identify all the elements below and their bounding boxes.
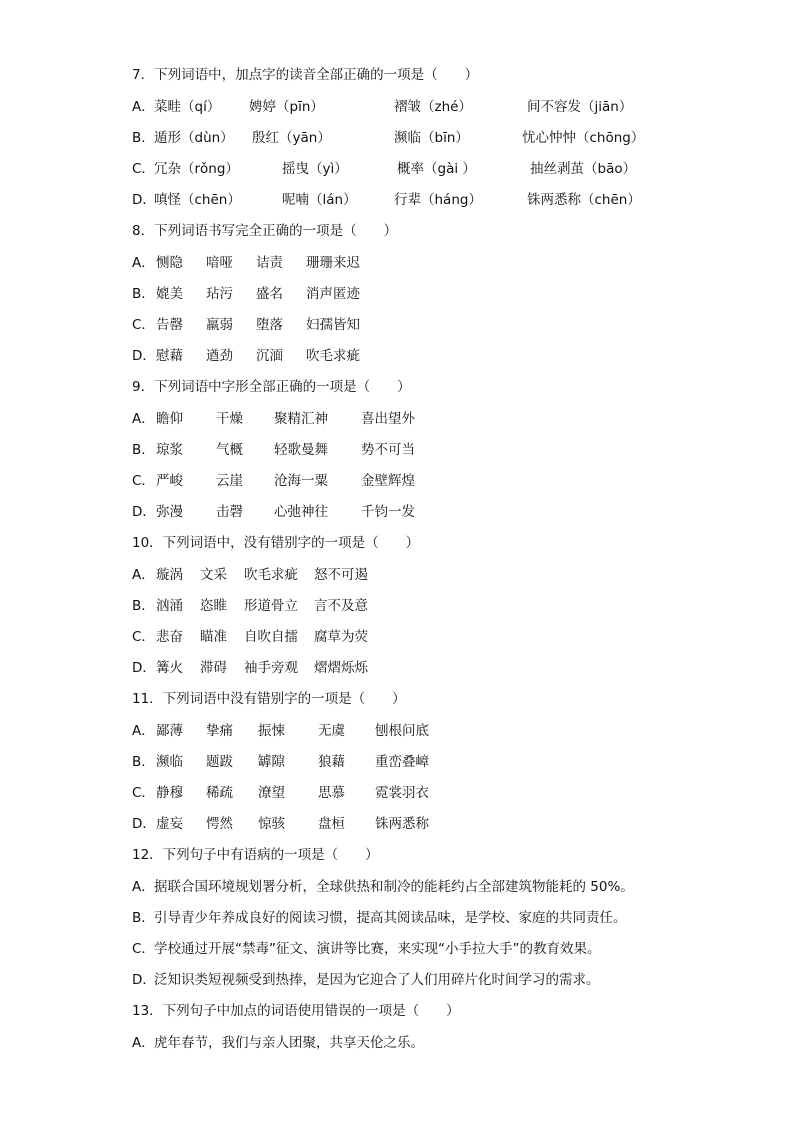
option-letter: A． xyxy=(132,99,155,115)
option-word: 惊骇 xyxy=(258,816,285,832)
option-word: 霓裳羽衣 xyxy=(375,785,429,801)
option-word: 金壁辉煌 xyxy=(361,473,415,489)
option-word: 沧海一粟 xyxy=(274,473,328,489)
option-letter: D． xyxy=(132,192,156,208)
option-letter: C． xyxy=(132,473,155,489)
option-word: 菜畦（qí） xyxy=(154,99,221,115)
option-word: 珊珊来迟 xyxy=(306,255,360,271)
option-word: 忧心忡忡（chōng） xyxy=(522,130,645,146)
option-word: 呢喃（lán） xyxy=(282,192,357,208)
question-7-stem: 7．下列词语中，加点字的读音全部正确的一项是（ ） xyxy=(132,67,479,83)
option-word: 言不及意 xyxy=(314,598,368,614)
option-letter: A． xyxy=(132,411,155,427)
option-word: 刨根问底 xyxy=(375,723,429,739)
option-word: 嗔怪（chēn） xyxy=(154,192,241,208)
option-word: 间不容发（jiān） xyxy=(527,99,633,115)
question-9-stem: 9．下列词语中字形全部正确的一项是（ ） xyxy=(132,379,411,395)
option-word: 恣睢 xyxy=(200,598,227,614)
option-letter: C． xyxy=(132,785,155,801)
option-word: 虚妄 xyxy=(156,816,183,832)
option-word: 振悚 xyxy=(258,723,285,739)
option-word: 消声匿迹 xyxy=(306,286,360,302)
option-letter: D． xyxy=(132,816,156,832)
option-word: 腐草为荧 xyxy=(314,629,368,645)
option-word: 心弛神往 xyxy=(274,504,328,520)
option-word: 沉湎 xyxy=(256,348,283,364)
option-word: 气概 xyxy=(216,442,243,458)
option-word: 慰藉 xyxy=(156,348,183,364)
option-word: 怒不可遏 xyxy=(314,567,368,583)
option-word: 濒临（bīn） xyxy=(394,130,469,146)
option-word: 势不可当 xyxy=(361,442,415,458)
option-word: 悲奋 xyxy=(156,629,183,645)
option-word: 告罄 xyxy=(156,317,183,333)
option-letter: D． xyxy=(132,660,156,676)
option-word: 滞碍 xyxy=(200,660,227,676)
option-letter: B． xyxy=(132,598,155,614)
option-word: 云崖 xyxy=(216,473,243,489)
option-word: 喑哑 xyxy=(206,255,233,271)
option-word: 击磬 xyxy=(216,504,243,520)
option-word: 娉婷（pīn） xyxy=(249,99,324,115)
option-letter: C． xyxy=(132,629,155,645)
option-letter: B． xyxy=(132,130,155,146)
option-sentence: 泛知识类短视频受到热捧，是因为它迎合了人们用碎片化时间学习的需求。 xyxy=(154,972,600,988)
option-letter: A． xyxy=(132,879,155,895)
option-word: 玷污 xyxy=(206,286,233,302)
option-word: 妇孺皆知 xyxy=(306,317,360,333)
option-word: 瞄准 xyxy=(200,629,227,645)
option-sentence: 引导青少年养成良好的阅读习惯，提高其阅读品味，是学校、家庭的共同责任。 xyxy=(154,910,627,926)
option-word: 盛名 xyxy=(256,286,283,302)
option-word: 遒劲 xyxy=(206,348,233,364)
option-word: 殷红（yān） xyxy=(252,130,331,146)
option-word: 琼浆 xyxy=(156,442,183,458)
option-word: 潦望 xyxy=(258,785,285,801)
option-sentence: 据联合国环境规划署分析，全球供热和制冷的能耗约占全部建筑物能耗的 50%。 xyxy=(154,879,634,895)
option-word: 濒临 xyxy=(156,754,183,770)
option-letter: A． xyxy=(132,1035,155,1051)
option-word: 题跋 xyxy=(206,754,233,770)
option-word: 干燥 xyxy=(216,411,243,427)
option-word: 行辈（háng） xyxy=(394,192,482,208)
question-11-stem: 11．下列词语中没有错别字的一项是（ ） xyxy=(132,691,406,707)
option-sentence: 虎年春节，我们与亲人团聚，共享天伦之乐。 xyxy=(154,1035,424,1051)
option-sentence: 学校通过开展“禁毒”征文、演讲等比赛，来实现“小手拉大手”的教育效果。 xyxy=(154,941,601,957)
option-word: 篝火 xyxy=(156,660,183,676)
option-word: 文采 xyxy=(200,567,227,583)
option-letter: C． xyxy=(132,317,155,333)
option-letter: D． xyxy=(132,972,156,988)
option-letter: A． xyxy=(132,255,155,271)
option-word: 堕落 xyxy=(256,317,283,333)
option-letter: A． xyxy=(132,567,155,583)
option-word: 吹毛求疵 xyxy=(306,348,360,364)
option-letter: C． xyxy=(132,941,155,957)
option-letter: B． xyxy=(132,754,155,770)
option-letter: B． xyxy=(132,286,155,302)
option-letter: B． xyxy=(132,910,155,926)
question-12-stem: 12．下列句子中有语病的一项是（ ） xyxy=(132,847,379,863)
option-word: 熠熠烁烁 xyxy=(314,660,368,676)
option-word: 弥漫 xyxy=(156,504,183,520)
option-word: 诘责 xyxy=(256,255,283,271)
option-word: 自吹自擂 xyxy=(244,629,298,645)
option-letter: C． xyxy=(132,161,155,177)
option-word: 无虞 xyxy=(318,723,345,739)
option-word: 稀疏 xyxy=(206,785,233,801)
question-13-stem: 13．下列句子中加点的词语使用错误的一项是（ ） xyxy=(132,1003,460,1019)
question-10-stem: 10．下列词语中，没有错别字的一项是（ ） xyxy=(132,535,420,551)
option-word: 思慕 xyxy=(318,785,345,801)
option-word: 摇曳（yì） xyxy=(282,161,348,177)
question-8-stem: 8．下列词语书写完全正确的一项是（ ） xyxy=(132,223,398,239)
option-letter: D． xyxy=(132,348,156,364)
option-word: 铢两悉称 xyxy=(375,816,429,832)
option-word: 严峻 xyxy=(156,473,183,489)
option-word: 吹毛求疵 xyxy=(244,567,298,583)
option-word: 媲美 xyxy=(156,286,183,302)
option-word: 愕然 xyxy=(206,816,233,832)
option-word: 挚痛 xyxy=(206,723,233,739)
option-word: 静穆 xyxy=(156,785,183,801)
option-word: 狼藉 xyxy=(318,754,345,770)
option-word: 聚精汇神 xyxy=(274,411,328,427)
option-word: 鄙薄 xyxy=(156,723,183,739)
option-word: 轻歌曼舞 xyxy=(274,442,328,458)
option-word: 千钧一发 xyxy=(361,504,415,520)
option-word: 重峦叠嶂 xyxy=(375,754,429,770)
option-word: 璇涡 xyxy=(156,567,183,583)
option-word: 羸弱 xyxy=(206,317,233,333)
option-word: 罅隙 xyxy=(258,754,285,770)
option-word: 喜出望外 xyxy=(361,411,415,427)
option-word: 形道骨立 xyxy=(244,598,298,614)
option-word: 汹涌 xyxy=(156,598,183,614)
option-word: 褶皱（zhé） xyxy=(394,99,472,115)
option-word: 抽丝剥茧（bāo） xyxy=(530,161,637,177)
option-word: 铢两悉称（chēn） xyxy=(527,192,641,208)
option-letter: B． xyxy=(132,442,155,458)
option-word: 恻隐 xyxy=(156,255,183,271)
option-letter: A． xyxy=(132,723,155,739)
option-word: 盘桓 xyxy=(318,816,345,832)
option-letter: D． xyxy=(132,504,156,520)
option-word: 袖手旁观 xyxy=(244,660,298,676)
option-word: 概率（gài ） xyxy=(397,161,476,177)
option-word: 瞻仰 xyxy=(156,411,183,427)
option-word: 遁形（dùn） xyxy=(154,130,234,146)
option-word: 冗杂（rǒng） xyxy=(154,161,239,177)
